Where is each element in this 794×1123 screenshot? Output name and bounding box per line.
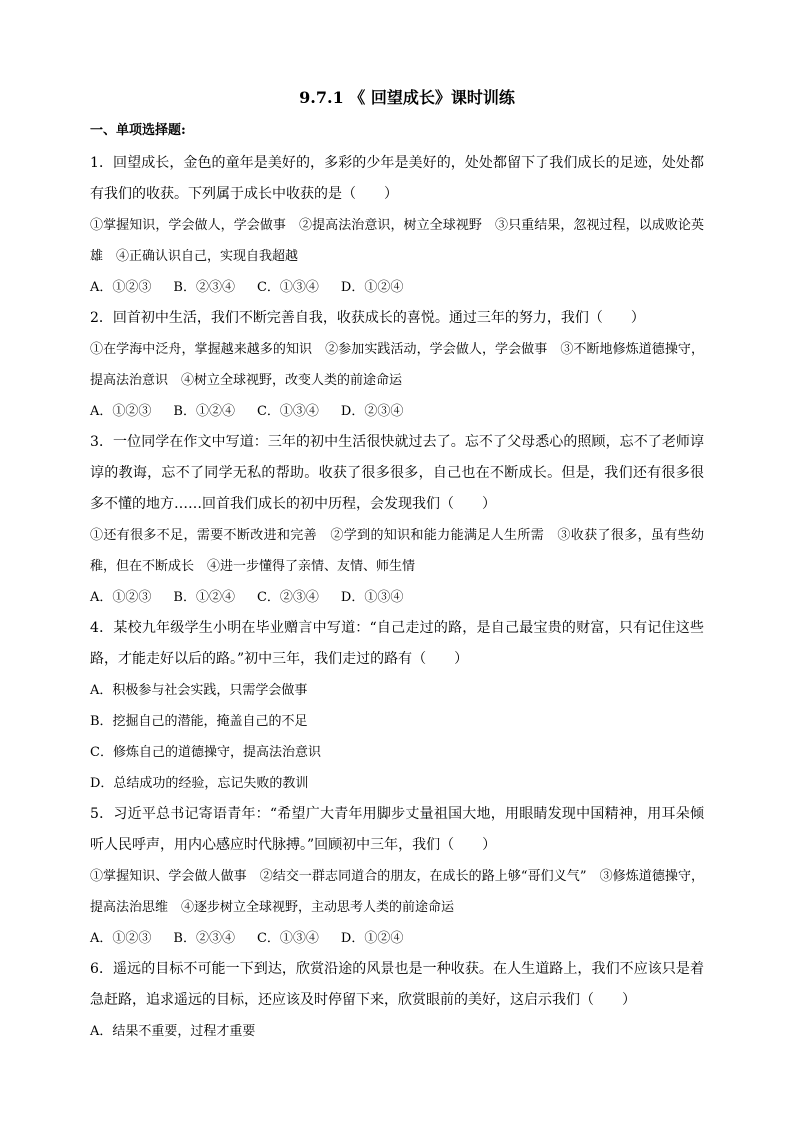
question-1-statements: ①掌握知识，学会做人，学会做事 ②提高法治意识，树立全球视野 ③只重结果，忽视过程，以成败论英雄 ④正确认识自己，实现自我超越 bbox=[90, 218, 704, 264]
choice-a: A．积极参与社会实践，只需学会做事 bbox=[90, 683, 308, 698]
question-4 bbox=[90, 613, 704, 799]
choice-b: B．挖掘自己的潜能，掩盖自己的不足 bbox=[90, 714, 308, 729]
choice-b: B．②③④ bbox=[173, 280, 235, 295]
question-1 bbox=[90, 148, 704, 303]
question-5 bbox=[90, 799, 704, 954]
question-5-choices bbox=[90, 923, 704, 954]
question-4-stem: 4．某校九年级学生小明在毕业赠言中写道：“自己走过的路，是自己最宝贵的财富，只有记住这些路，才能走好以后的路。”初中三年，我们走过的路有（ ） bbox=[90, 620, 704, 667]
choice-d: D．总结成功的经验，忘记失败的教训 bbox=[90, 776, 309, 791]
question-6-stem: 6．遥远的目标不可能一下到达，欣赏沿途的风景也是一种收获。在人生道路上，我们不应该只是着急赶路，追求遥远的目标，还应该及时停留下来，欣赏眼前的美好，这启示我们（ ） bbox=[90, 961, 704, 1008]
choice-c: C．①③④ bbox=[256, 931, 319, 946]
choice-d: D．①②④ bbox=[340, 280, 404, 295]
section-heading: 一、单项选择题: bbox=[90, 123, 186, 138]
choice-c: C．①③④ bbox=[256, 404, 319, 419]
question-5-stem: 5．习近平总书记寄语青年：“希望广大青年用脚步丈量祖国大地，用眼睛发现中国精神，用耳朵倾听人民呼声，用内心感应时代脉搏。”回顾初中三年，我们（ ） bbox=[90, 806, 704, 853]
choice-a: A．①②③ bbox=[90, 280, 152, 295]
question-3-stem: 3．一位同学在作文中写道：三年的初中生活很快就过去了。忘不了父母悉心的照顾，忘不了老师谆谆的教诲，忘不了同学无私的帮助。收获了很多很多，自己也在不断成长。但是，我们还有很多很多不懂的地方……回首我们成长的初中历程，会发现我们（ ） bbox=[90, 434, 704, 512]
choice-b: B．①②④ bbox=[173, 404, 235, 419]
choice-c: C．②③④ bbox=[256, 590, 319, 605]
choice-d: D．②③④ bbox=[340, 404, 404, 419]
choice-a: A．结果不重要，过程才重要 bbox=[90, 1024, 256, 1039]
question-3-statements: ①还有很多不足，需要不断改进和完善 ②学到的知识和能力能满足人生所需 ③收获了很多，虽有些幼稚，但在不断成长 ④进一步懂得了亲情、友情、师生情 bbox=[90, 528, 704, 574]
question-2-stem: 2．回首初中生活，我们不断完善自我，收获成长的喜悦。通过三年的努力，我们（ ） bbox=[90, 310, 645, 326]
question-1-stem: 1．回望成长，金色的童年是美好的，多彩的少年是美好的，处处都留下了我们成长的足迹，处处都有我们的收获。下列属于成长中收获的是（ ） bbox=[90, 155, 704, 202]
question-2-choices bbox=[90, 396, 704, 427]
question-3-choices bbox=[90, 582, 704, 613]
choice-a: A．①②③ bbox=[90, 931, 152, 946]
question-1-choices bbox=[90, 272, 704, 303]
choice-a: A．①②③ bbox=[90, 590, 152, 605]
choice-b: B．①②④ bbox=[173, 590, 235, 605]
question-5-statements: ①掌握知识、学会做人做事 ②结交一群志同道合的朋友，在成长的路上够“哥们义气” ③修炼道德操守，提高法治思维 ④逐步树立全球视野，主动思考人类的前途命运 bbox=[90, 869, 704, 915]
question-2 bbox=[90, 303, 704, 427]
page-title: 9.7.1 《 回望成长》课时训练 bbox=[299, 88, 515, 107]
choice-c: C．①③④ bbox=[256, 280, 319, 295]
choice-d: D．①③④ bbox=[340, 590, 404, 605]
question-2-statements: ①在学海中泛舟，掌握越来越多的知识 ②参加实践活动，学会做人，学会做事 ③不断地修炼道德操守，提高法治意识 ④树立全球视野，改变人类的前途命运 bbox=[90, 342, 704, 388]
choice-b: B．②③④ bbox=[173, 931, 235, 946]
choice-d: D．①②④ bbox=[340, 931, 404, 946]
choice-a: A．①②③ bbox=[90, 404, 152, 419]
question-6 bbox=[90, 954, 704, 1047]
choice-c: C．修炼自己的道德操守，提高法治意识 bbox=[90, 745, 321, 760]
question-3 bbox=[90, 427, 704, 613]
